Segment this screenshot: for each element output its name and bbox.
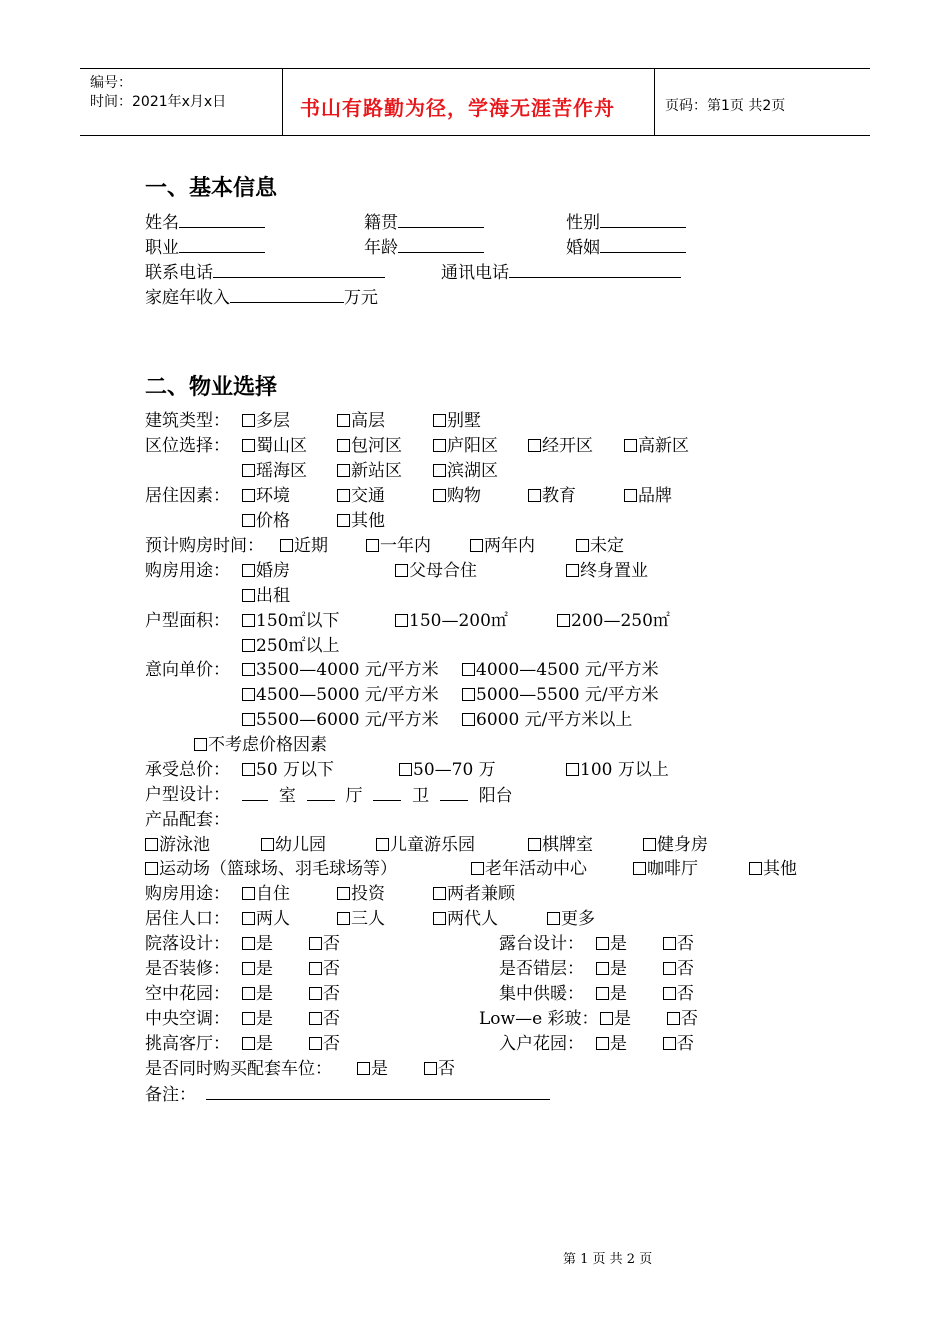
layout-label: 户型设计： — [145, 785, 230, 805]
checkbox-icon[interactable] — [566, 564, 579, 577]
checkbox-icon[interactable] — [566, 763, 579, 776]
option-building-type[interactable]: 多层 — [242, 410, 290, 432]
purpose2-label: 购房用途： — [145, 884, 230, 904]
option-residents[interactable]: 更多 — [547, 908, 595, 930]
checkbox-icon[interactable] — [596, 987, 609, 1000]
age-label: 年龄 — [364, 238, 398, 258]
native-field[interactable] — [364, 211, 484, 234]
option-factor[interactable]: 购物 — [433, 485, 481, 507]
checkbox-icon[interactable] — [309, 937, 322, 950]
checkbox-icon[interactable] — [749, 862, 762, 875]
checkbox-icon[interactable] — [242, 887, 255, 900]
option-purpose2[interactable]: 两者兼顾 — [433, 883, 515, 905]
building-type-label: 建筑类型： — [145, 411, 230, 431]
checkbox-icon[interactable] — [528, 838, 541, 851]
layout-field[interactable]: 室 厅 卫 阳台 — [242, 784, 513, 807]
checkbox-icon[interactable] — [433, 464, 446, 477]
remark-label: 备注： — [145, 1085, 196, 1105]
option-purpose[interactable]: 出租 — [242, 585, 290, 607]
option-yes[interactable]: 是 — [596, 933, 627, 955]
checkbox-icon[interactable] — [242, 1012, 255, 1025]
checkbox-icon[interactable] — [242, 937, 255, 950]
option-purpose[interactable]: 婚房 — [242, 560, 290, 582]
checkbox-icon[interactable] — [433, 912, 446, 925]
option-yes[interactable]: 是 — [596, 1033, 627, 1055]
option-unit-price[interactable]: 5000—5500 元/平方米 — [462, 684, 659, 706]
header-top-rule — [80, 68, 870, 69]
option-factor[interactable]: 价格 — [242, 510, 290, 532]
checkbox-icon[interactable] — [395, 614, 408, 627]
checkbox-icon[interactable] — [600, 1012, 613, 1025]
option-purpose[interactable]: 父母合住 — [395, 560, 477, 582]
name-label: 姓名 — [145, 213, 179, 233]
option-area[interactable]: 150—200㎡ — [395, 610, 508, 632]
option-unit-price[interactable]: 5500—6000 元/平方米 — [242, 709, 439, 731]
option-facility[interactable]: 健身房 — [643, 834, 708, 856]
option-district[interactable]: 瑶海区 — [242, 460, 307, 482]
doc-number: 编号： — [90, 75, 132, 91]
option-yes[interactable]: 是 — [600, 1008, 631, 1030]
option-unit-price[interactable]: 3500—4000 元/平方米 — [242, 659, 439, 681]
gender-label: 性别 — [566, 213, 600, 233]
option-facility[interactable]: 咖啡厅 — [633, 858, 698, 880]
unit-price-label: 意向单价： — [145, 660, 230, 680]
option-buy-time[interactable]: 两年内 — [470, 535, 535, 557]
checkbox-icon[interactable] — [261, 838, 274, 851]
marriage-label: 婚姻 — [566, 238, 600, 258]
option-buy-time[interactable]: 近期 — [280, 535, 328, 557]
yn-label: 院落设计： — [145, 934, 230, 954]
district-label: 区位选择： — [145, 436, 230, 456]
phone-field[interactable] — [145, 261, 385, 284]
purpose-label: 购房用途： — [145, 561, 230, 581]
checkbox-icon[interactable] — [462, 713, 475, 726]
checkbox-icon[interactable] — [376, 838, 389, 851]
option-purpose2[interactable]: 自住 — [242, 883, 290, 905]
checkbox-icon[interactable] — [663, 1037, 676, 1050]
checkbox-icon[interactable] — [596, 937, 609, 950]
header-motto: 书山有路勤为径，学海无涯苦作舟 — [300, 96, 615, 120]
facilities-label: 产品配套： — [145, 810, 230, 830]
option-no[interactable]: 否 — [309, 983, 340, 1005]
checkbox-icon[interactable] — [242, 962, 255, 975]
option-factor[interactable]: 其他 — [337, 510, 385, 532]
option-yes[interactable]: 是 — [242, 933, 273, 955]
option-factor[interactable]: 交通 — [337, 485, 385, 507]
gender-field[interactable] — [566, 211, 686, 234]
checkbox-icon[interactable] — [357, 1062, 370, 1075]
checkbox-icon[interactable] — [624, 489, 637, 502]
checkbox-icon[interactable] — [663, 987, 676, 1000]
checkbox-icon[interactable] — [145, 838, 158, 851]
checkbox-icon[interactable] — [242, 639, 255, 652]
option-factor[interactable]: 环境 — [242, 485, 290, 507]
option-purpose[interactable]: 终身置业 — [566, 560, 648, 582]
option-facility[interactable]: 儿童游乐园 — [376, 834, 475, 856]
option-building-type[interactable]: 别墅 — [433, 410, 481, 432]
option-yes[interactable]: 是 — [242, 958, 273, 980]
option-purpose2[interactable]: 投资 — [337, 883, 385, 905]
doc-time: 时间：2021年x月x日 — [90, 94, 227, 110]
tel-field[interactable] — [441, 261, 681, 284]
checkbox-icon[interactable] — [470, 539, 483, 552]
option-district[interactable]: 滨湖区 — [433, 460, 498, 482]
option-total-price[interactable]: 50 万以下 — [242, 759, 334, 781]
option-area[interactable]: 200—250㎡ — [557, 610, 670, 632]
yn-label: 入户花园： — [499, 1034, 584, 1054]
checkbox-icon[interactable] — [145, 862, 158, 875]
buy-time-label: 预计购房时间： — [145, 536, 264, 556]
option-yes[interactable]: 是 — [242, 1033, 273, 1055]
option-no[interactable]: 否 — [309, 958, 340, 980]
option-residents[interactable]: 三人 — [337, 908, 385, 930]
option-district[interactable]: 包河区 — [337, 435, 402, 457]
parking-label: 是否同时购买配套车位： — [145, 1059, 332, 1079]
checkbox-icon[interactable] — [242, 414, 255, 427]
yn-label: 中央空调： — [145, 1009, 230, 1029]
option-residents[interactable]: 两人 — [242, 908, 290, 930]
checkbox-icon[interactable] — [242, 464, 255, 477]
option-district[interactable]: 新站区 — [337, 460, 402, 482]
yn-label: Low—e 彩玻： — [479, 1009, 599, 1029]
option-unit-price[interactable]: 4000—4500 元/平方米 — [462, 659, 659, 681]
yn-label: 空中花园： — [145, 984, 230, 1004]
checkbox-icon[interactable] — [366, 539, 379, 552]
job-label: 职业 — [145, 238, 179, 258]
yn-label: 露台设计： — [499, 934, 584, 954]
native-label: 籍贯 — [364, 213, 398, 233]
option-facility[interactable]: 棋牌室 — [528, 834, 593, 856]
checkbox-icon[interactable] — [242, 1037, 255, 1050]
total-price-label: 承受总价： — [145, 760, 230, 780]
checkbox-icon[interactable] — [667, 1012, 680, 1025]
page-footer: 第 1 页 共 2 页 — [563, 1252, 653, 1267]
checkbox-icon[interactable] — [337, 514, 350, 527]
option-factor[interactable]: 品牌 — [624, 485, 672, 507]
checkbox-icon[interactable] — [462, 688, 475, 701]
option-facility[interactable]: 老年活动中心 — [471, 858, 587, 880]
option-yes[interactable]: 是 — [596, 983, 627, 1005]
checkbox-icon[interactable] — [242, 514, 255, 527]
checkbox-icon[interactable] — [309, 1012, 322, 1025]
marriage-field[interactable] — [566, 236, 686, 259]
option-facility[interactable]: 游泳池 — [145, 834, 210, 856]
residents-label: 居住人口： — [145, 909, 230, 929]
checkbox-icon[interactable] — [309, 987, 322, 1000]
checkbox-icon[interactable] — [547, 912, 560, 925]
checkbox-icon[interactable] — [433, 887, 446, 900]
option-no[interactable]: 否 — [309, 1008, 340, 1030]
checkbox-icon[interactable] — [194, 738, 207, 751]
yn-label: 挑高客厅： — [145, 1034, 230, 1054]
age-field[interactable] — [364, 236, 484, 259]
option-yes[interactable]: 是 — [242, 1008, 273, 1030]
remark-field[interactable] — [145, 1083, 550, 1106]
income-field[interactable] — [145, 286, 378, 309]
checkbox-icon[interactable] — [309, 962, 322, 975]
option-district[interactable]: 经开区 — [528, 435, 593, 457]
option-unit-price[interactable]: 4500—5000 元/平方米 — [242, 684, 439, 706]
checkbox-icon[interactable] — [471, 862, 484, 875]
option-yes[interactable]: 是 — [596, 958, 627, 980]
checkbox-icon[interactable] — [624, 439, 637, 452]
yn-label: 是否错层： — [499, 959, 584, 979]
option-buy-time[interactable]: 未定 — [576, 535, 624, 557]
option-area[interactable]: 250㎡以上 — [242, 635, 339, 657]
option-no[interactable]: 否 — [663, 958, 694, 980]
checkbox-icon[interactable] — [242, 688, 255, 701]
option-district[interactable]: 高新区 — [624, 435, 689, 457]
option-facility[interactable]: 幼儿园 — [261, 834, 326, 856]
checkbox-icon[interactable] — [280, 539, 293, 552]
checkbox-icon[interactable] — [337, 464, 350, 477]
checkbox-icon[interactable] — [596, 962, 609, 975]
header-divider — [282, 68, 283, 135]
option-residents[interactable]: 两代人 — [433, 908, 498, 930]
checkbox-icon[interactable] — [433, 489, 446, 502]
option-unit-price[interactable]: 不考虑价格因素 — [194, 734, 327, 756]
option-no[interactable]: 否 — [663, 983, 694, 1005]
option-no[interactable]: 否 — [309, 933, 340, 955]
section-title-property: 二、物业选择 — [145, 375, 278, 400]
checkbox-icon[interactable] — [242, 713, 255, 726]
yn-label: 集中供暖： — [499, 984, 584, 1004]
option-building-type[interactable]: 高层 — [337, 410, 385, 432]
checkbox-icon[interactable] — [337, 414, 350, 427]
header-divider — [654, 68, 655, 135]
option-facility[interactable]: 运动场（篮球场、羽毛球场等） — [145, 858, 397, 880]
phone-label: 联系电话 — [145, 263, 213, 283]
checkbox-icon[interactable] — [337, 489, 350, 502]
checkbox-icon[interactable] — [557, 614, 570, 627]
option-total-price[interactable]: 100 万以上 — [566, 759, 669, 781]
option-unit-price[interactable]: 6000 元/平方米以上 — [462, 709, 632, 731]
checkbox-icon[interactable] — [663, 937, 676, 950]
checkbox-icon[interactable] — [399, 763, 412, 776]
checkbox-icon[interactable] — [395, 564, 408, 577]
checkbox-icon[interactable] — [528, 439, 541, 452]
header-bottom-rule — [80, 135, 870, 136]
checkbox-icon[interactable] — [643, 838, 656, 851]
income-unit: 万元 — [344, 288, 378, 308]
checkbox-icon[interactable] — [242, 489, 255, 502]
factors-label: 居住因素： — [145, 486, 230, 506]
option-yes[interactable]: 是 — [357, 1058, 388, 1080]
option-no[interactable]: 否 — [663, 1033, 694, 1055]
checkbox-icon[interactable] — [242, 439, 255, 452]
checkbox-icon[interactable] — [242, 763, 255, 776]
option-no[interactable]: 否 — [663, 933, 694, 955]
option-no[interactable]: 否 — [309, 1033, 340, 1055]
checkbox-icon[interactable] — [337, 887, 350, 900]
checkbox-icon[interactable] — [337, 912, 350, 925]
area-label: 户型面积： — [145, 611, 230, 631]
option-district[interactable]: 蜀山区 — [242, 435, 307, 457]
yn-label: 是否装修： — [145, 959, 230, 979]
option-factor[interactable]: 教育 — [528, 485, 576, 507]
checkbox-icon[interactable] — [633, 862, 646, 875]
checkbox-icon[interactable] — [337, 439, 350, 452]
option-buy-time[interactable]: 一年内 — [366, 535, 431, 557]
checkbox-icon[interactable] — [242, 589, 255, 602]
name-field[interactable] — [145, 211, 265, 234]
checkbox-icon[interactable] — [242, 987, 255, 1000]
page-indicator: 页码：第1页 共2页 — [665, 98, 786, 114]
checkbox-icon[interactable] — [576, 539, 589, 552]
tel-label: 通讯电话 — [441, 263, 509, 283]
checkbox-icon[interactable] — [242, 614, 255, 627]
checkbox-icon[interactable] — [242, 564, 255, 577]
option-no[interactable]: 否 — [424, 1058, 455, 1080]
checkbox-icon[interactable] — [309, 1037, 322, 1050]
option-yes[interactable]: 是 — [242, 983, 273, 1005]
option-area[interactable]: 150㎡以下 — [242, 610, 339, 632]
checkbox-icon[interactable] — [242, 663, 255, 676]
checkbox-icon[interactable] — [462, 663, 475, 676]
section-title-basic: 一、基本信息 — [145, 176, 278, 201]
checkbox-icon[interactable] — [424, 1062, 437, 1075]
option-district[interactable]: 庐阳区 — [433, 435, 498, 457]
income-label: 家庭年收入 — [145, 288, 230, 308]
option-no[interactable]: 否 — [667, 1008, 698, 1030]
checkbox-icon[interactable] — [242, 912, 255, 925]
option-total-price[interactable]: 50—70 万 — [399, 759, 496, 781]
option-facility[interactable]: 其他 — [749, 858, 797, 880]
checkbox-icon[interactable] — [596, 1037, 609, 1050]
job-field[interactable] — [145, 236, 265, 259]
checkbox-icon[interactable] — [663, 962, 676, 975]
checkbox-icon[interactable] — [433, 414, 446, 427]
checkbox-icon[interactable] — [528, 489, 541, 502]
checkbox-icon[interactable] — [433, 439, 446, 452]
